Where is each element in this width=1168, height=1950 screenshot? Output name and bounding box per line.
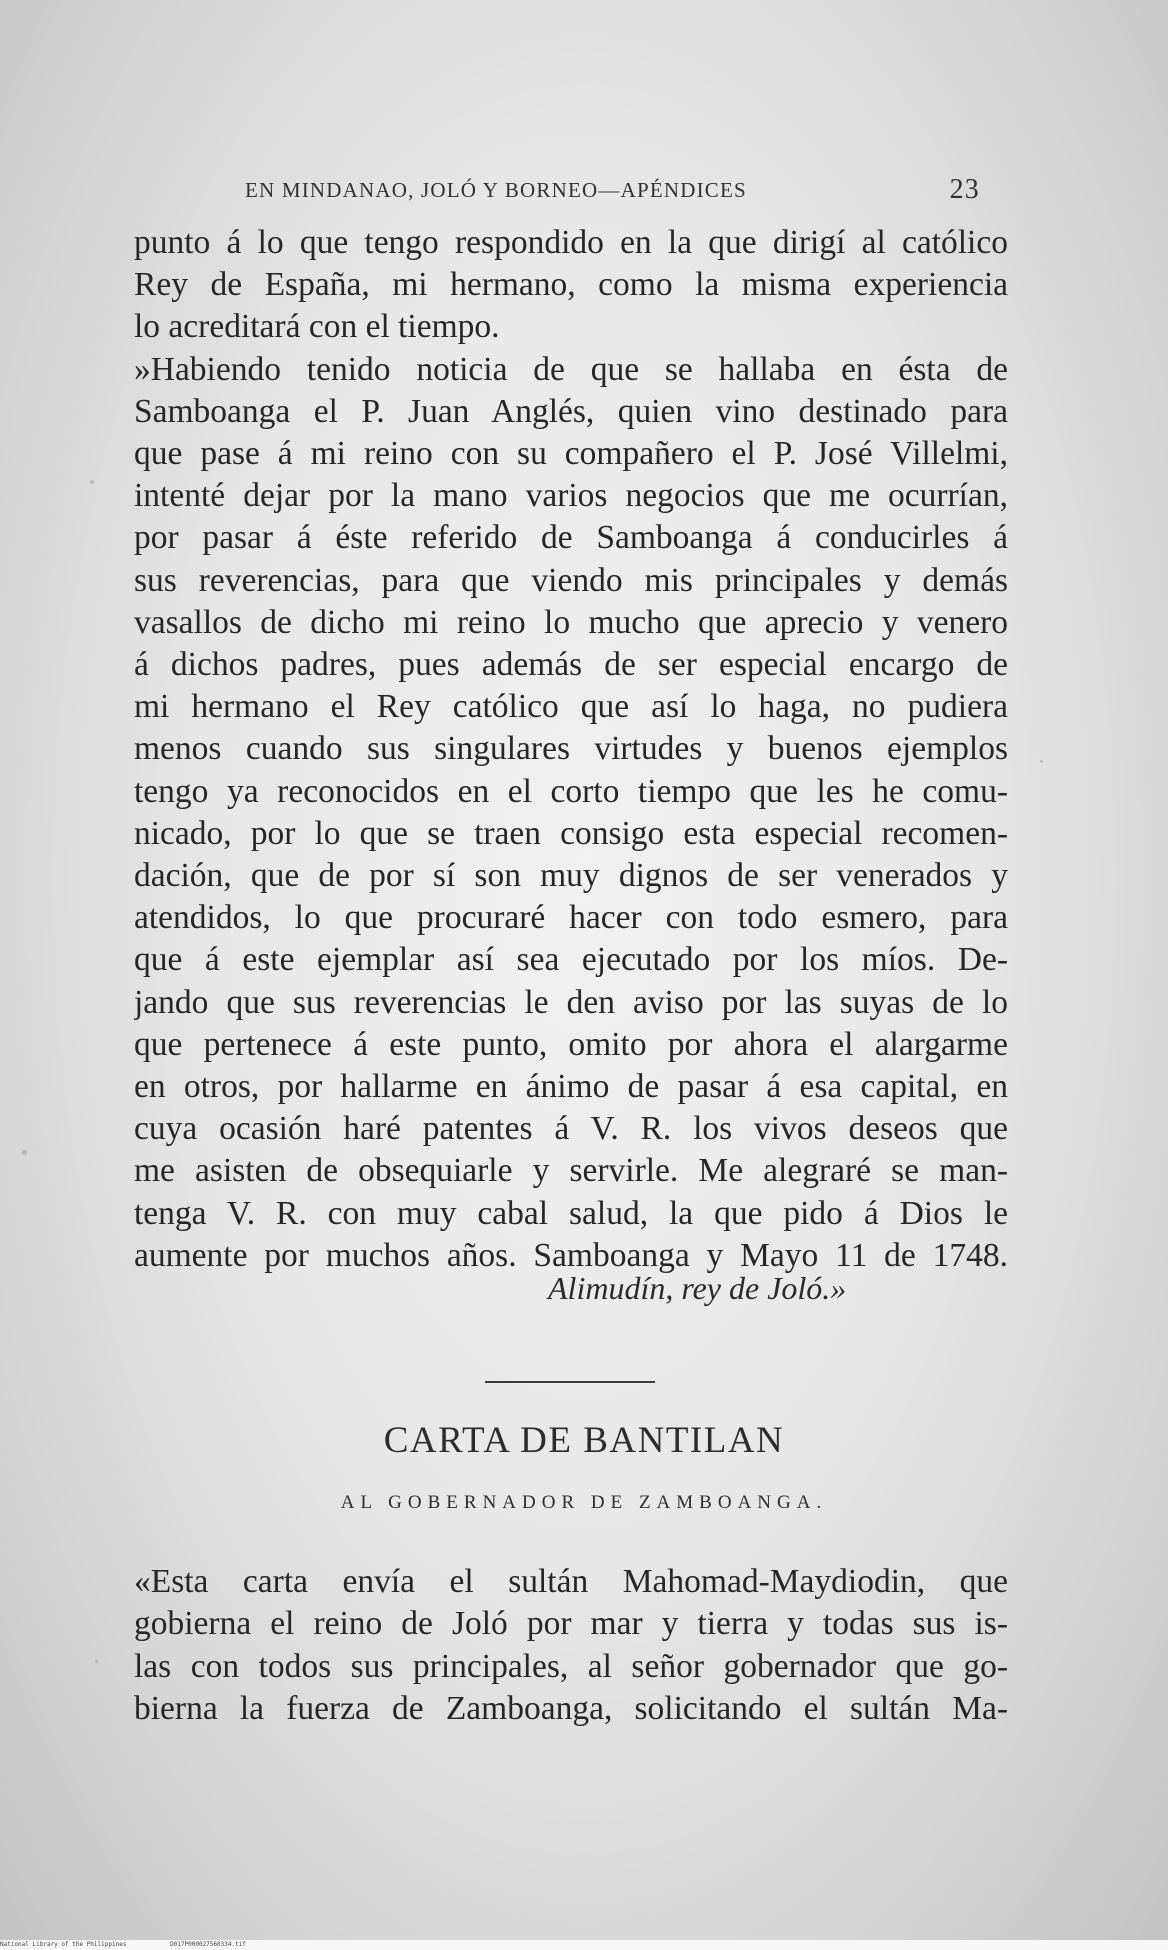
letter-line: en otros, por hallarme en ánimo de pasar á esa capital, en bbox=[134, 1068, 1008, 1106]
footer-library: National Library of the Philippines bbox=[0, 1941, 127, 1948]
section-line: gobierna el reino de Joló por mar y tierra y todas sus is- bbox=[134, 1605, 1008, 1643]
letter-line: aumente por muchos años. Samboanga y Mayo 11 de 1748. bbox=[134, 1236, 1008, 1274]
running-head bbox=[245, 172, 980, 212]
letter-line: menos cuando sus singulares virtudes y buenos ejemplos bbox=[134, 730, 1008, 768]
letter-line: jando que sus reverencias le den aviso por las suyas de lo bbox=[134, 983, 1008, 1021]
scan-speck bbox=[90, 480, 94, 484]
section-line: bierna la fuerza de Zamboanga, solicitando el sultán Ma- bbox=[134, 1690, 1008, 1728]
letter-line: me asisten de obsequiarle y servirle. Me alegraré se man- bbox=[134, 1152, 1008, 1190]
section-line: «Esta carta envía el sultán Mahomad-Maydiodin, que bbox=[134, 1563, 1008, 1600]
section-line: las con todos sus principales, al señor gobernador que go- bbox=[134, 1647, 1008, 1685]
letter-line: dación, que de por sí son muy dignos de ser venerados y bbox=[134, 857, 1008, 895]
scan-speck bbox=[95, 1660, 98, 1663]
letter-signature: Alimudín, rey de Joló.» bbox=[548, 1270, 847, 1306]
footer-file: D017P000027560334.tif bbox=[170, 1941, 246, 1948]
section-body bbox=[134, 1561, 1008, 1731]
letter-line: mi hermano el Rey católico que así lo haga, no pudiera bbox=[134, 688, 1008, 726]
letter-line: punto á lo que tengo respondido en la que dirigí al católico bbox=[134, 224, 1008, 261]
letter-line: vasallos de dicho mi reino lo mucho que aprecio y venero bbox=[134, 603, 1008, 641]
letter-line: que á este ejemplar así sea ejecutado por los míos. De- bbox=[134, 941, 1008, 979]
letter-line: atendidos, lo que procuraré hacer con todo esmero, para bbox=[134, 899, 1008, 937]
section-divider bbox=[485, 1381, 655, 1383]
letter-line: tengo ya reconocidos en el corto tiempo que les he comu- bbox=[134, 772, 1008, 810]
running-head-title: EN MINDANAO, JOLÓ Y BORNEO—APÉNDICES bbox=[245, 178, 747, 202]
letter-line: por pasar á éste referido de Samboanga á conducirles á bbox=[134, 519, 1008, 557]
letter-line: cuya ocasión haré patentes á V. R. los vivos deseos que bbox=[134, 1110, 1008, 1148]
letter-line: lo acreditará con el tiempo. bbox=[134, 308, 500, 346]
letter-line: que pertenece á este punto, omito por ahora el alargarme bbox=[134, 1025, 1008, 1063]
letter-line: Rey de España, mi hermano, como la misma experiencia bbox=[134, 266, 1008, 304]
section-subtitle: AL GOBERNADOR DE ZAMBOANGA. bbox=[340, 1492, 828, 1513]
letter-line: que pase á mi reino con su compañero el P. José Villelmi, bbox=[134, 435, 1008, 473]
scan-speck bbox=[1040, 760, 1043, 763]
section-title: CARTA DE BANTILAN bbox=[383, 1420, 785, 1461]
letter-line: nicado, por lo que se traen consigo esta especial recomen- bbox=[134, 814, 1008, 852]
letter-line: sus reverencias, para que viendo mis principales y demás bbox=[134, 561, 1008, 599]
scan-footer bbox=[0, 1940, 1168, 1950]
letter-line: á dichos padres, pues además de ser especial encargo de bbox=[134, 646, 1008, 684]
letter-body bbox=[134, 222, 1008, 1277]
letter-line: Samboanga el P. Juan Anglés, quien vino destinado para bbox=[134, 392, 1008, 430]
letter-line: tenga V. R. con muy cabal salud, la que pido á Dios le bbox=[134, 1194, 1008, 1232]
letter-line: »Habiendo tenido noticia de que se hallaba en ésta de bbox=[134, 350, 1008, 388]
page-number: 23 bbox=[949, 174, 980, 205]
letter-line: intenté dejar por la mano varios negocios que me ocurrían, bbox=[134, 477, 1008, 515]
scan-speck bbox=[22, 1150, 27, 1155]
